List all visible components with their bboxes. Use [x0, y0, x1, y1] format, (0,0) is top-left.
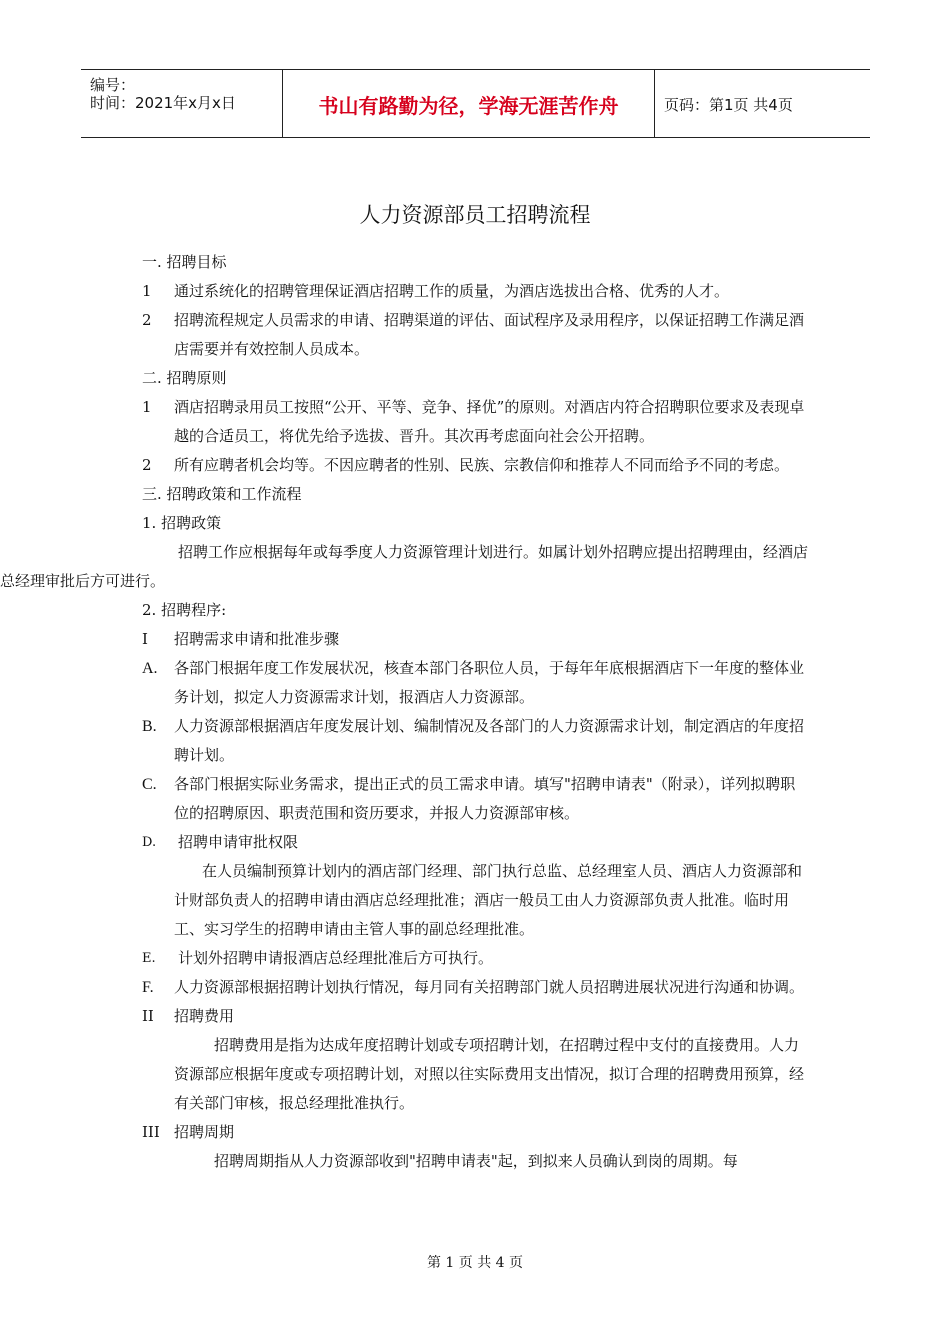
list-item-text: 招聘流程规定人员需求的申请、招聘渠道的评估、面试程序及录用程序，以保证招聘工作满足酒店需要并有效控制人员成本。 — [174, 311, 805, 358]
document-number-label: 编号： — [90, 76, 136, 94]
list-item-number: 2 — [142, 311, 152, 329]
section-heading: 三. 招聘政策和工作流程 — [142, 485, 302, 503]
document-date-label: 时间：2021年x月x日 — [90, 94, 236, 112]
list-item-number: 2 — [142, 456, 152, 474]
list-item — [142, 770, 810, 828]
list-item-number: 1 — [142, 282, 152, 300]
header-page-number: 页码：第1页 共4页 — [664, 96, 793, 114]
list-item — [142, 393, 810, 451]
paragraph: 招聘工作应根据每年或每季度人力资源管理计划进行。如属计划外招聘应提出招聘理由，经酒店总经理审批后方可进行。 — [0, 543, 809, 590]
list-item — [142, 973, 810, 1002]
paragraph: 招聘周期指从人力资源部收到"招聘申请表"起，到拟来人员确认到岗的周期。每 — [214, 1152, 738, 1170]
page-footer: 第 1 页 共 4 页 — [426, 1255, 524, 1271]
list-item-text: 人力资源部根据酒店年度发展计划、编制情况及各部门的人力资源需求计划，制定酒店的年度招聘计划。 — [174, 717, 805, 764]
list-item — [142, 306, 810, 364]
subsection-heading: 2. 招聘程序: — [142, 601, 227, 619]
list-item-text: 招聘费用 — [174, 1007, 235, 1025]
list-item-text: 酒店招聘录用员工按照“公开、平等、竞争、择优”的原则。对酒店内符合招聘职位要求及表现卓越的合适员工，将优先给予选拔、晋升。其次再考虑面向社会公开招聘。 — [174, 398, 805, 445]
header-meta-cell — [81, 70, 281, 137]
header-motto-cell — [282, 70, 655, 137]
paragraph: 在人员编制预算计划内的酒店部门经理、部门执行总监、总经理室人员、酒店人力资源部和计财部负责人的招聘申请由酒店总经理批准；酒店一般员工由人力资源部负责人批准。临时用工、实习学生的招聘申请由主管人事的副总经理批准。 — [174, 862, 803, 938]
list-item — [142, 828, 810, 857]
list-item-text: 人力资源部根据招聘计划执行情况，每月同有关招聘部门就人员招聘进展状况进行沟通和协调。 — [174, 978, 805, 996]
list-item-number: D. — [142, 835, 157, 850]
list-item-number: II — [142, 1007, 154, 1025]
list-item-number: B. — [142, 718, 157, 735]
list-item — [142, 277, 810, 306]
list-item — [142, 654, 810, 712]
list-item-text: 各部门根据年度工作发展状况，核查本部门各职位人员，于每年年底根据酒店下一年度的整体业务计划，拟定人力资源需求计划，报酒店人力资源部。 — [174, 659, 805, 706]
subsection-heading: 1. 招聘政策 — [142, 514, 222, 532]
list-item-text: 各部门根据实际业务需求，提出正式的员工需求申请。填写"招聘申请表"（附录），详列拟聘职位的招聘原因、职责范围和资历要求，并报人力资源部审核。 — [174, 775, 796, 822]
list-item-number: C. — [142, 776, 157, 793]
list-item — [142, 712, 810, 770]
list-item-text: 计划外招聘申请报酒店总经理批准后方可执行。 — [178, 949, 494, 967]
section-heading: 二. 招聘原则 — [142, 369, 227, 387]
list-item-number: III — [142, 1123, 160, 1141]
list-item-number: A. — [142, 660, 158, 677]
paragraph: 招聘费用是指为达成年度招聘计划或专项招聘计划，在招聘过程中支付的直接费用。人力资源部应根据年度或专项招聘计划，对照以往实际费用支出情况，拟订合理的招聘费用预算，经有关部门审核，报总经理批准执行。 — [174, 1036, 805, 1112]
section-heading: 一. 招聘目标 — [142, 253, 227, 271]
list-item-number: E. — [142, 951, 156, 966]
list-item-text: 所有应聘者机会均等。不因应聘者的性别、民族、宗教信仰和推荐人不同而给予不同的考虑。 — [174, 456, 790, 474]
list-item — [142, 625, 810, 654]
list-item-number: 1 — [142, 398, 152, 416]
list-item — [142, 944, 810, 973]
header-motto: 书山有路勤为径，学海无涯苦作舟 — [318, 94, 619, 118]
list-item-number: F. — [142, 979, 154, 996]
list-item-text: 招聘需求申请和批准步骤 — [174, 630, 340, 648]
document-header — [81, 69, 870, 138]
list-item — [142, 451, 810, 480]
document-body — [0, 248, 810, 1176]
list-item-text: 招聘周期 — [174, 1123, 235, 1141]
list-item-text: 通过系统化的招聘管理保证酒店招聘工作的质量，为酒店选拔出合格、优秀的人才。 — [174, 282, 730, 300]
document-title: 人力资源部员工招聘流程 — [359, 203, 591, 227]
list-item-text: 招聘申请审批权限 — [178, 833, 299, 851]
list-item — [142, 1118, 810, 1147]
list-item — [142, 1002, 810, 1031]
list-item-number: I — [142, 630, 148, 648]
header-page-cell — [654, 70, 870, 137]
